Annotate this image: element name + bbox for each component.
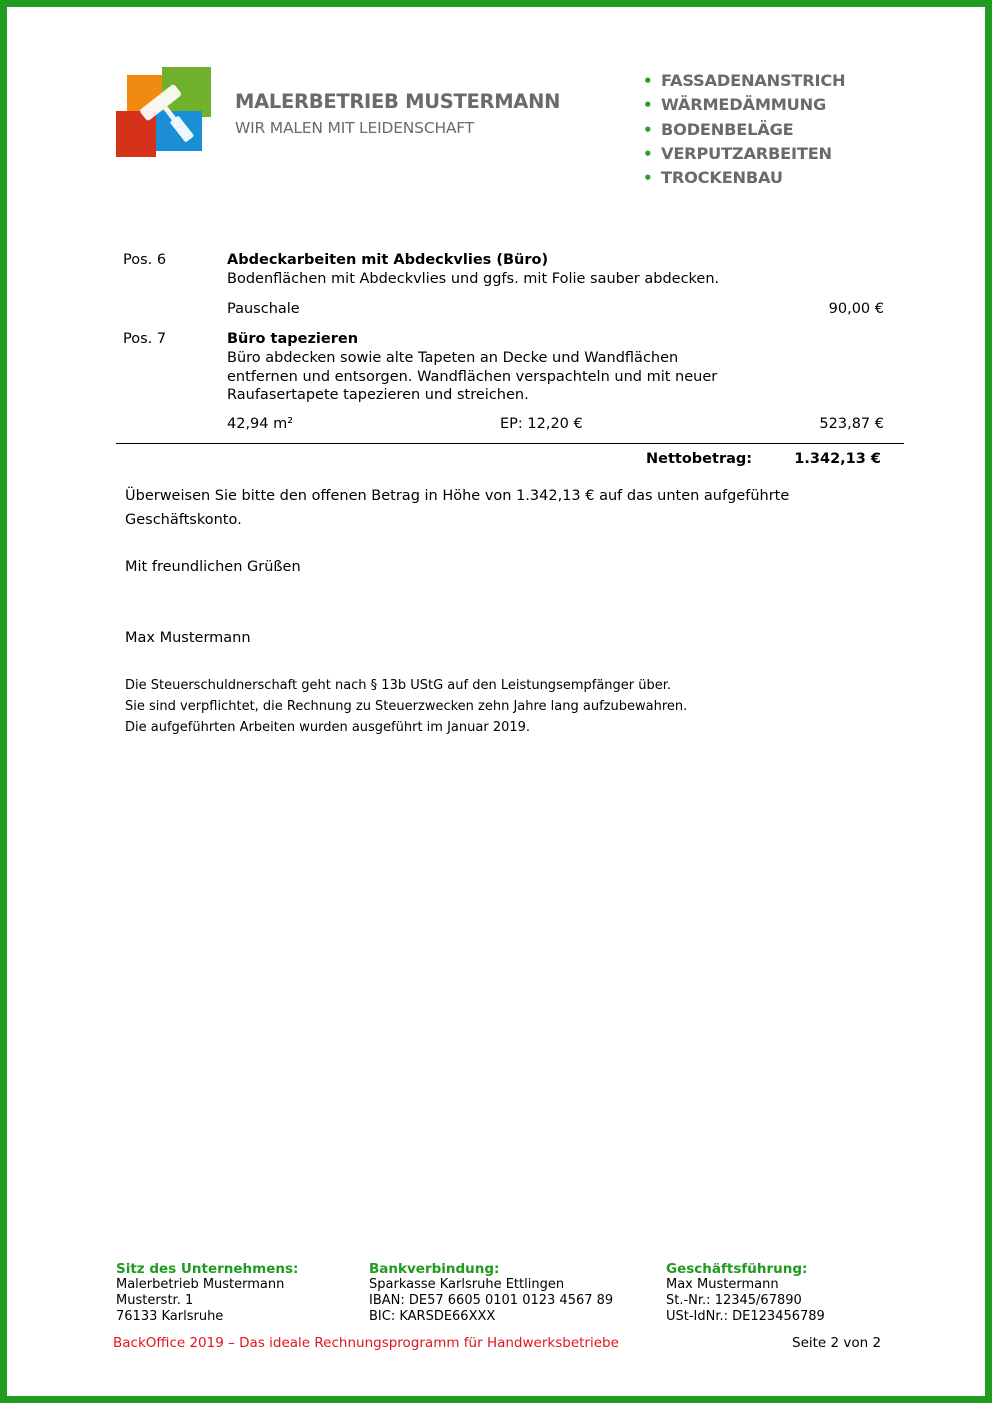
total-divider [116,443,904,444]
service-item: • VERPUTZARBEITEN [643,142,845,166]
bullet-icon: • [643,96,653,115]
service-item: • BODENBELÄGE [643,118,845,142]
position-number: Pos. 6 [123,252,167,268]
service-item: • TROCKENBAU [643,166,845,190]
position-quantity: Pauschale [227,301,300,317]
paint-roller-logo-icon [116,67,211,157]
position-unit-price: EP: 12,20 € [500,416,583,432]
bullet-icon: • [643,72,653,90]
legal-note: Sie sind verpflichtet, die Rechnung zu Steuerzwecken zehn Jahre lang aufzubewahren. [125,699,688,714]
legal-note: Die Steuerschuldnerschaft geht nach § 13b UStG auf den Leistungsempfänger über. [125,678,672,693]
position-price: 523,87 € [819,416,884,432]
footer-company-seat: Sitz des Unternehmens: Malerbetrieb Mustermann Musterstr. 1 76133 Karlsruhe [116,1261,299,1324]
company-name: MALERBETRIEB MUSTERMANN [235,90,561,113]
page-number: Seite 2 von 2 [792,1335,882,1351]
bullet-icon: • [643,144,653,163]
footer-management: Geschäftsführung: Max Mustermann St.-Nr.: 12345/67890 USt-IdNr.: DE123456789 [666,1261,825,1324]
position-description: Bodenflächen mit Abdeckvlies und ggfs. mit Folie sauber abdecken. [227,271,720,287]
position-number: Pos. 7 [123,331,167,347]
closing-greeting: Mit freundlichen Grüßen [125,559,301,575]
bullet-icon: • [643,169,653,188]
footer-heading: Bankverbindung: [369,1261,500,1277]
position-quantity: 42,94 m² [227,416,294,432]
position-title: Abdeckarbeiten mit Abdeckvlies (Büro) [227,252,549,268]
service-item: • WÄRMEDÄMMUNG [643,93,845,117]
footer-heading: Sitz des Unternehmens: [116,1261,299,1277]
footer-promo-text: BackOffice 2019 – Das ideale Rechnungsprogramm für Handwerksbetriebe [113,1335,619,1351]
legal-note: Die aufgeführten Arbeiten wurden ausgeführt im Januar 2019. [125,720,531,735]
position-price: 90,00 € [828,301,884,317]
signature-name: Max Mustermann [125,630,251,646]
footer-bank-details: Bankverbindung: Sparkasse Karlsruhe Ettlingen IBAN: DE57 6605 0101 0123 4567 89 BIC: KARSDE66XXX [369,1261,614,1324]
services-list [643,69,845,190]
position-description: Büro abdecken sowie alte Tapeten an Decke und Wandflächen entfernen und entsorgen. Wandflächen verspachteln und mit neuer Raufasertapete tapezieren und streichen. [227,350,718,403]
legal-notes [125,675,687,738]
payment-request: Überweisen Sie bitte den offenen Betrag in Höhe von 1.342,13 € auf das unten aufgeführte Geschäftskonto. [125,488,790,528]
position-title: Büro tapezieren [227,331,359,347]
service-item: • FASSADENANSTRICH [643,69,845,93]
company-slogan: WIR MALEN MIT LEIDENSCHAFT [235,119,475,137]
net-amount-value: 1.342,13 € [794,451,881,467]
net-amount-label: Nettobetrag: [646,451,753,467]
bullet-icon: • [643,120,653,139]
footer-heading: Geschäftsführung: [666,1261,808,1277]
